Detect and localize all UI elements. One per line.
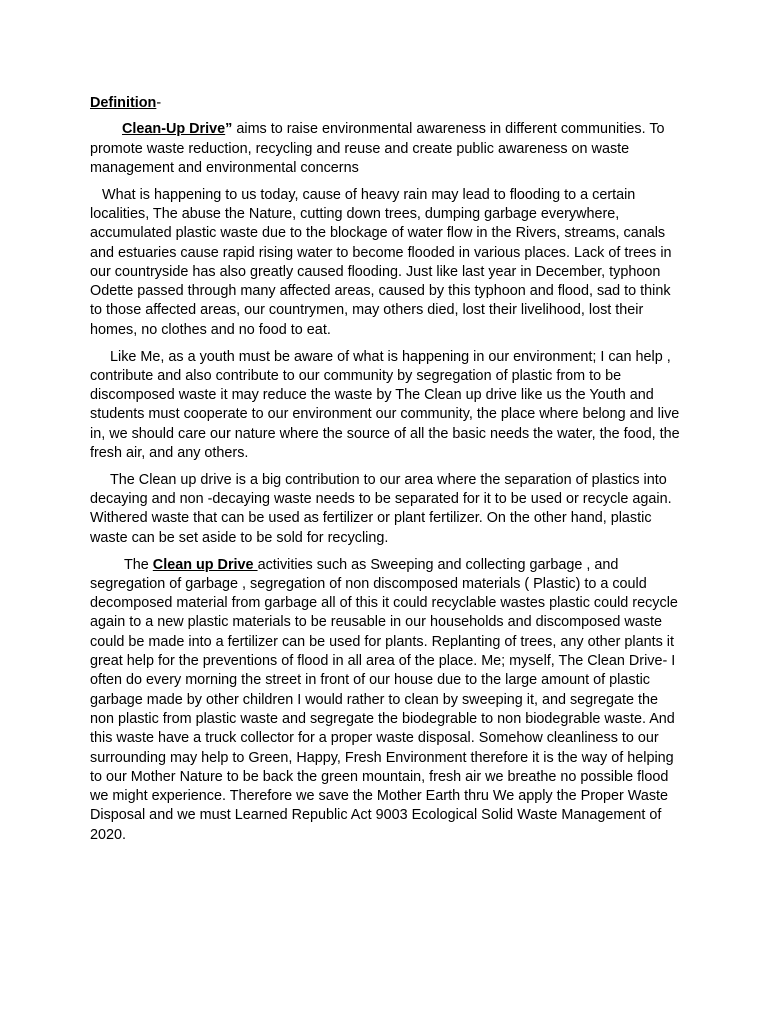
definition-heading-suffix: - [156,95,162,111]
paragraph-5-run-1: The [124,556,153,573]
paragraph-4-run-1: The Clean up drive is a big contribution to our area where the separation of plastics into decaying and non -decaying waste needs to be separated for it to be used or recycle again. Withered waste that can be used as fertilizer or plant fertilizer. On the other hand, plastic waste can be set aside to be sold for recycling. [90,471,672,546]
paragraph-3 [90,348,680,464]
paragraph-1 [90,120,680,178]
paragraph-list [90,120,680,845]
definition-heading-label: Definition [90,95,157,111]
paragraph-1-run-3: aims to raise environmental awareness in different communities. To promote waste reduction, recycling and reuse and create public awareness on waste management and environmental concerns [90,121,665,176]
document-body [90,94,680,852]
paragraph-1-run-2: ” [225,121,233,138]
paragraph-4 [90,471,680,548]
paragraph-2-run-1: What is happening to us today, cause of heavy rain may lead to flooding to a certain localities, The abuse the Nature, cutting down trees, dumping garbage everywhere, accumulated plastic waste due to the blockage of water flow in the Rivers, streams, canals and estuaries cause rapid rising water to become flooded in various places. Lack of trees in our countryside has also greatly caused flooding. Just like last year in December, typhoon Odette passed through many affected areas, caused by this typhoon and flood, sad to think to those affected areas, our countrymen, may others died, lost their livelihood, lost their homes, no clothes and no food to eat. [90,186,672,338]
paragraph-5 [90,556,680,845]
paragraph-5-run-2: Clean up Drive [152,556,258,573]
paragraph-2 [90,186,680,340]
paragraph-1-run-1: Clean-Up Drive [122,121,226,138]
paragraph-5-run-3: activities such as Sweeping and collecting garbage , and segregation of garbage , segregation of non discomposed materials ( Plastic) to a could decomposed material from garbage all of this it could recyclable wastes plastic could recycle again to a new plastic materials to be reusable in our households and discomposed waste could be made into a fertilizer can be used for plants. Replanting of trees, any other plants it great help for the preventions of flood in all area of the place. Me; myself, The Clean Drive- I often do every morning the street in front of our house due to the large amount of plastic garbage made by other children I would rather to clean by sweeping it, and segregate the non plastic from plastic waste and segregate the biodegrable to non biodegrable waste. And this waste have a truck collector for a proper waste disposal. Somehow cleanliness to our surrounding may help to Green, Happy, Fresh Environment therefore it is the way of helping to our Mother Nature to be back the green mountain, fresh air we breathe no possible flood we might experience. Therefore we save the Mother Earth thru We apply the Proper Waste Disposal and we must Learned Republic Act 9003 Ecological Solid Waste Management of 2020. [90,556,678,843]
paragraph-3-run-1: Like Me, as a youth must be aware of what is happening in our environment; I can help , contribute and also contribute to our community by segregation of plastic from to be discomposed waste it may reduce the waste by The Clean up drive like us the Youth and students must cooperate to our environment our community, the place where belong and live in, we should care our nature where the source of all the basic needs the water, the food, the fresh air, and any others. [90,348,680,462]
definition-heading [90,94,680,113]
